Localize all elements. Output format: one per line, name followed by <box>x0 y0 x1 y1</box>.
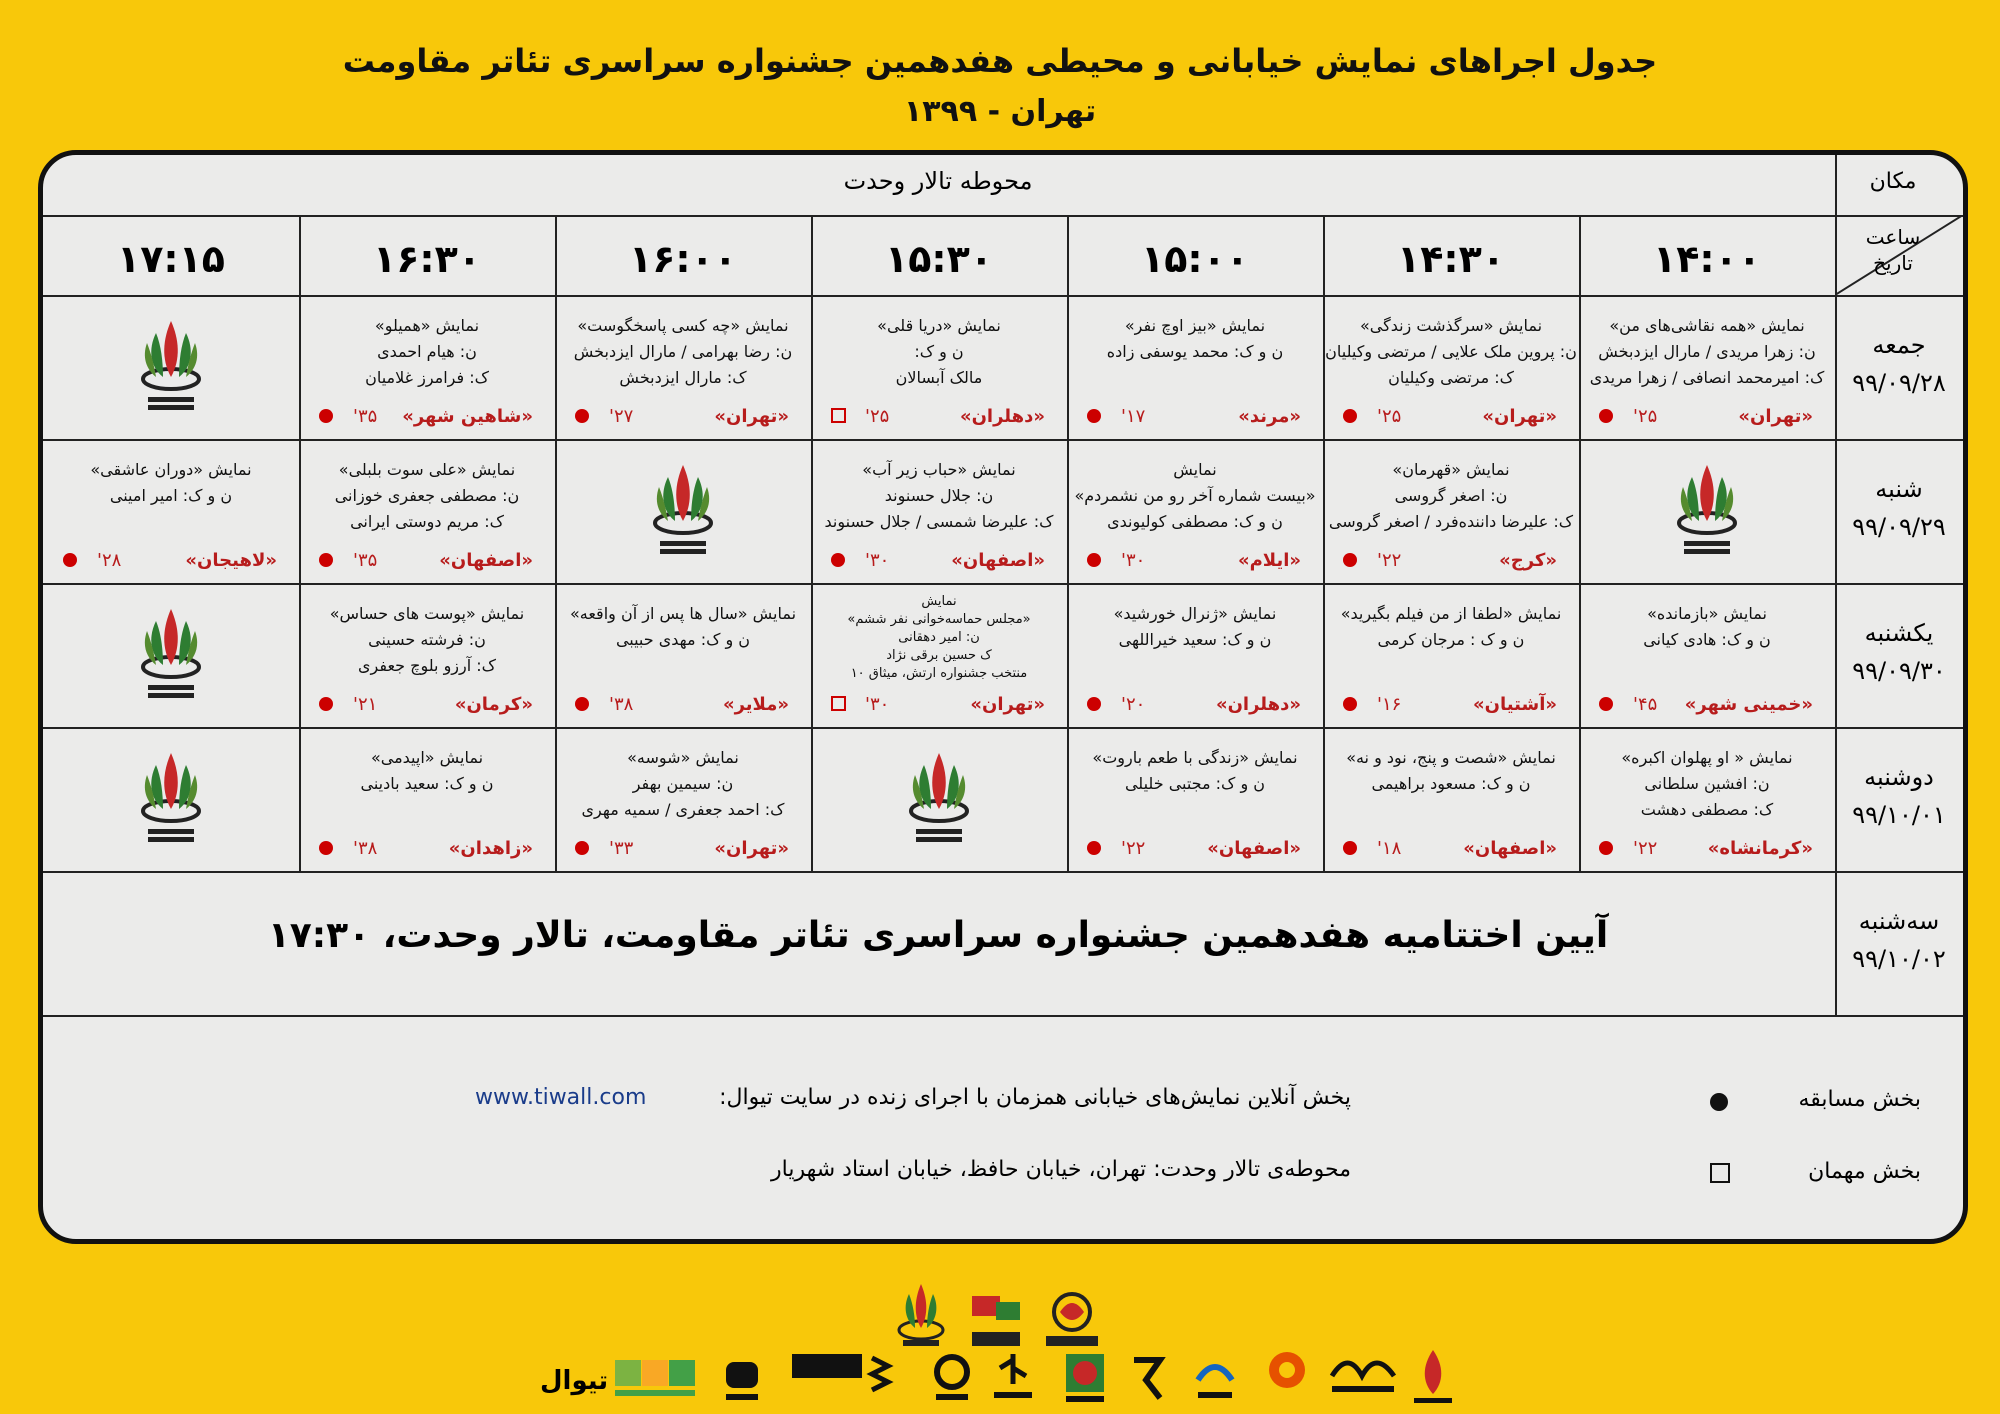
day-name: یکشنبه <box>1864 619 1934 647</box>
performance-cell <box>1323 439 1579 583</box>
calligraphy-logo-icon <box>1040 1288 1104 1352</box>
performance-line: نمایش «بیز اوچ نفر» <box>1124 316 1266 335</box>
flag-logo-icon <box>968 1292 1024 1350</box>
performance-duration: ۱۷' <box>1121 406 1146 427</box>
performance-line: منتخب جشنواره ارتش، میثاق ۱۰ <box>850 666 1028 681</box>
time-slot-header: ۱۶:۰۰ <box>629 237 737 281</box>
performance-details <box>1323 457 1579 535</box>
performance-line: ن: زهرا مریدی / مارال ایزدبخش <box>1598 342 1816 361</box>
performance-line: نمایش «همیلو» <box>374 316 480 335</box>
performance-duration: ۲۱' <box>353 694 378 715</box>
time-slot-header: ۱۷:۱۵ <box>117 237 225 281</box>
performance-line: نمایش «زندگی با طعم باروت» <box>1092 748 1298 767</box>
competition-dot-icon <box>1087 841 1101 855</box>
performance-duration: ۲۸' <box>97 550 122 571</box>
time-label: ساعت <box>1865 225 1921 249</box>
performance-details <box>555 313 811 391</box>
festival-emblem-icon <box>136 317 206 417</box>
performance-duration: ۲۲' <box>1121 838 1146 859</box>
performance-city: «لاهیجان» <box>185 550 277 571</box>
performance-line: ک: فرامرز غلامیان <box>365 368 489 387</box>
performance-duration: ۳۰' <box>1121 550 1146 571</box>
tiwall-link[interactable]: www.tiwall.com <box>475 1085 647 1110</box>
performance-line: ن: مصطفی جعفری خوزانی <box>334 486 520 505</box>
competition-dot-icon <box>575 841 589 855</box>
performance-duration: ۴۵' <box>1633 694 1658 715</box>
performance-city: «تهران» <box>714 406 789 427</box>
venue-address: محوطه‌ی تالار وحدت: تهران، خیابان حافظ، خیابان استاد شهریار <box>771 1157 1351 1182</box>
performance-city: «تهران» <box>970 694 1045 715</box>
performance-duration: ۲۵' <box>1633 406 1658 427</box>
competition-dot-icon <box>575 697 589 711</box>
performance-line: مالک آبسالان <box>895 368 983 387</box>
art-association-logo-icon <box>1264 1346 1310 1406</box>
performance-details <box>811 457 1067 535</box>
performance-line: ن: اصغر گروسی <box>1394 486 1508 505</box>
day-date: ۹۹/۰۹/۲۹ <box>1852 513 1946 541</box>
performance-cell <box>555 295 811 439</box>
performance-line: ک: علیرضا داننده‌فرد / اصغر گروسی <box>1328 512 1574 531</box>
performance-line: ن و ک: <box>914 342 964 361</box>
performance-details <box>1323 601 1579 653</box>
performance-line: ن: رضا بهرامی / مارال ایزدبخش <box>573 342 793 361</box>
performance-details <box>299 601 555 679</box>
competition-dot-icon <box>1087 553 1101 567</box>
performance-city: «اصفهان» <box>951 550 1045 571</box>
grid-line <box>43 1015 1963 1017</box>
performance-cell <box>299 439 555 583</box>
day-name: دوشنبه <box>1864 763 1934 791</box>
performance-cell <box>299 727 555 871</box>
performance-line: نمایش «اپیدمی» <box>370 748 484 767</box>
performance-city: «کرمانشاه» <box>1707 838 1813 859</box>
performance-details <box>1579 601 1835 653</box>
performance-city: «اصفهان» <box>1463 838 1557 859</box>
performance-line: ن: افشین سلطانی <box>1644 774 1770 793</box>
shahrnou-logo-icon <box>792 1354 862 1384</box>
khe-logo-icon <box>1124 1350 1170 1406</box>
performance-cell <box>1067 727 1323 871</box>
festival-emblem-icon <box>1672 461 1742 561</box>
place-name: محوطه تالار وحدت <box>843 167 1033 195</box>
day-label <box>1835 619 1963 685</box>
sarv-logo-icon <box>988 1350 1038 1404</box>
performance-cell <box>555 727 811 871</box>
day-label <box>1835 331 1963 397</box>
performance-details <box>1067 601 1323 653</box>
competition-dot-icon <box>1599 841 1613 855</box>
festival-logo-icon <box>893 1280 949 1348</box>
performance-duration: ۳۸' <box>609 694 634 715</box>
performance-line: «بیست شماره آخر رو من نشمردم» <box>1074 486 1316 505</box>
foundation-logo-icon <box>866 1354 894 1406</box>
legend-guest: بخش مهمان <box>1808 1159 1921 1184</box>
guest-square-icon <box>1710 1163 1730 1183</box>
competition-dot-icon <box>1343 697 1357 711</box>
performance-city: «دهلران» <box>959 406 1045 427</box>
day-name: شنبه <box>1875 475 1923 503</box>
logo-cell <box>811 727 1067 871</box>
performance-duration: ۲۲' <box>1377 550 1402 571</box>
performance-details <box>299 313 555 391</box>
performance-city: «ملایر» <box>722 694 789 715</box>
performance-line: ک: علیرضا شمسی / جلال حسنوند <box>824 512 1054 531</box>
festival-emblem-icon <box>648 461 718 561</box>
performance-details <box>1323 745 1579 797</box>
performance-line: ن: هیام احمدی <box>377 342 477 361</box>
performance-line: ک: مرتضی وکیلیان <box>1388 368 1514 387</box>
day-label <box>1835 907 1963 973</box>
performance-duration: ۲۵' <box>865 406 890 427</box>
guest-square-icon <box>831 696 846 711</box>
performance-city: «تهران» <box>1482 406 1557 427</box>
performance-city: «خمینی شهر» <box>1684 694 1813 715</box>
day-name: سه‌شنبه <box>1858 907 1940 935</box>
performance-line: ن و ک : مرجان کرمی <box>1377 630 1525 649</box>
ministry-emblem-icon <box>1408 1346 1458 1406</box>
performance-line: نمایش «بازمانده» <box>1647 604 1767 623</box>
performance-city: «کرج» <box>1499 550 1557 571</box>
performance-city: «ایلام» <box>1237 550 1301 571</box>
performance-line: ن و ک: مهدی حبیبی <box>615 630 751 649</box>
festival-emblem-icon <box>904 749 974 849</box>
day-label <box>1835 763 1963 829</box>
performance-line: ن و ک: هادی کیانی <box>1643 630 1771 649</box>
performance-details <box>811 313 1067 391</box>
logo-cell <box>43 727 299 871</box>
page-subtitle: تهران - ۱۳۹۹ <box>903 94 1097 129</box>
logo-cell <box>43 583 299 727</box>
logo-cell <box>555 439 811 583</box>
performance-line: نمایش «قهرمان» <box>1392 460 1510 479</box>
haraha-logo-icon <box>1192 1350 1238 1406</box>
performance-line: نمایش « او پهلوان اکبره» <box>1621 748 1793 767</box>
performance-cell <box>1579 295 1835 439</box>
performance-line: ک حسین برقی نژاد <box>886 648 992 663</box>
schedule-panel <box>38 150 1968 1244</box>
performance-line: نمایش <box>921 594 957 609</box>
performance-duration: ۱۸' <box>1377 838 1402 859</box>
competition-dot-icon <box>1710 1093 1728 1111</box>
performance-details <box>1067 745 1323 797</box>
performance-duration: ۲۲' <box>1633 838 1658 859</box>
performance-line: نمایش «ژنرال خورشید» <box>1113 604 1277 623</box>
day-label <box>1835 475 1963 541</box>
time-slot-header: ۱۴:۳۰ <box>1397 237 1505 281</box>
performance-details <box>1067 313 1323 365</box>
performance-cell <box>1067 439 1323 583</box>
performance-line: ک: مارال ایزدبخش <box>619 368 747 387</box>
performance-cell <box>43 439 299 583</box>
performance-line: ن و ک: سعید بادینی <box>360 774 494 793</box>
performance-cell <box>1323 295 1579 439</box>
performance-duration: ۲۷' <box>609 406 634 427</box>
day-date: ۹۹/۰۹/۲۸ <box>1852 369 1946 397</box>
marcopolo-logo-icon <box>615 1360 695 1400</box>
performance-duration: ۳۳' <box>609 838 634 859</box>
day-name: جمعه <box>1872 331 1926 359</box>
performance-details <box>811 593 1067 683</box>
performance-duration: ۲۵' <box>1377 406 1402 427</box>
competition-dot-icon <box>1599 409 1613 423</box>
performance-line: ن: فرشته حسینی <box>368 630 486 649</box>
legend-competition: بخش مسابقه <box>1798 1087 1921 1112</box>
performance-line: نمایش <box>1173 460 1217 479</box>
performance-line: ن: جلال حسنوند <box>884 486 994 505</box>
performance-details <box>1579 745 1835 823</box>
performance-cell <box>555 583 811 727</box>
performance-details <box>555 745 811 823</box>
competition-dot-icon <box>63 553 77 567</box>
theater-mask-logo-icon <box>722 1360 762 1404</box>
performance-cell <box>1323 727 1579 871</box>
grid-line <box>43 871 1963 873</box>
performance-line: ک: آرزو بلوچ جعفری <box>358 656 496 675</box>
performance-cell <box>1579 727 1835 871</box>
closing-ceremony: آیین اختتامیه هفدهمین جشنواره سراسری تئاتر مقاومت، تالار وحدت، ۱۷:۳۰ <box>267 915 1609 956</box>
sponsor-logos <box>0 1280 2000 1410</box>
grid-line <box>43 215 1963 217</box>
performance-line: نمایش «حباب زیر آب» <box>862 460 1016 479</box>
army-logo-icon <box>1062 1350 1108 1406</box>
time-slot-header: ۱۵:۰۰ <box>1141 237 1249 281</box>
page-title: جدول اجراهای نمایش خیابانی و محیطی هفدهمین جشنواره سراسری تئاتر مقاومت <box>342 42 1658 80</box>
performance-line: ن و ک: محمد یوسفی زاده <box>1106 342 1284 361</box>
performance-line: نمایش «دریا قلی» <box>877 316 1001 335</box>
performance-duration: ۳۰' <box>865 694 890 715</box>
competition-dot-icon <box>319 841 333 855</box>
place-label: مکان <box>1869 169 1917 194</box>
performance-details <box>1323 313 1579 391</box>
performance-city: «اصفهان» <box>1207 838 1301 859</box>
performance-cell <box>811 295 1067 439</box>
performance-line: ن و ک: امیر امینی <box>109 486 233 505</box>
competition-dot-icon <box>1087 697 1101 711</box>
performance-duration: ۱۶' <box>1377 694 1402 715</box>
performance-line: ن: پروین ملک علایی / مرتضی وکیلیان <box>1325 342 1577 361</box>
performance-city: «زاهدان» <box>448 838 533 859</box>
competition-dot-icon <box>319 553 333 567</box>
performance-duration: ۳۵' <box>353 550 378 571</box>
performance-cell <box>811 439 1067 583</box>
time-slot-header: ۱۵:۳۰ <box>885 237 993 281</box>
performance-details <box>555 601 811 653</box>
performance-cell <box>1067 295 1323 439</box>
performance-details <box>299 457 555 535</box>
performance-city: «شاهین شهر» <box>402 406 533 427</box>
performance-city: «اصفهان» <box>439 550 533 571</box>
performance-line: نمایش «همه نقاشی‌های من» <box>1609 316 1805 335</box>
competition-dot-icon <box>1087 409 1101 423</box>
competition-dot-icon <box>1343 409 1357 423</box>
day-date: ۹۹/۱۰/۰۲ <box>1852 945 1946 973</box>
performance-city: «تهران» <box>1738 406 1813 427</box>
performance-line: ک: احمد جعفری / سمیه مهری <box>581 800 785 819</box>
performance-cell <box>1067 583 1323 727</box>
performance-line: نمایش «پوست های حساس» <box>329 604 525 623</box>
performance-cell <box>811 583 1067 727</box>
performance-line: نمایش «شصت و پنج، نود و نه» <box>1346 748 1556 767</box>
performance-line: ن: سیمین بهفر <box>632 774 734 793</box>
performance-line: نمایش «علی سوت بلبلی» <box>338 460 516 479</box>
performance-line: نمایش «سرگذشت زندگی» <box>1359 316 1543 335</box>
performance-line: نمایش «چه کسی پاسخگوست» <box>577 316 789 335</box>
day-date: ۹۹/۱۰/۰۱ <box>1852 801 1946 829</box>
performance-line: ن: امیر دهقانی <box>898 630 980 645</box>
theater-shahr-logo-icon <box>932 1354 972 1404</box>
online-broadcast-text: پخش آنلاین نمایش‌های خیابانی همزمان با اجرای زنده در سایت تیوال: <box>719 1085 1351 1110</box>
performance-city: «آشتیان» <box>1473 694 1557 715</box>
performance-duration: ۳۸' <box>353 838 378 859</box>
festival-emblem-icon <box>136 605 206 705</box>
performance-line: ک: مریم دوستی ایرانی <box>350 512 504 531</box>
day-date: ۹۹/۰۹/۳۰ <box>1852 657 1946 685</box>
performance-city: «تهران» <box>714 838 789 859</box>
logo-cell <box>43 295 299 439</box>
performance-line: ک: امیرمحمد انصافی / زهرا مریدی <box>1589 368 1825 387</box>
islamic-art-logo-icon <box>1328 1346 1398 1402</box>
performance-city: «مرند» <box>1238 406 1301 427</box>
performance-duration: ۲۰' <box>1121 694 1146 715</box>
festival-emblem-icon <box>136 749 206 849</box>
performance-cell <box>1579 583 1835 727</box>
competition-dot-icon <box>1343 841 1357 855</box>
logo-cell <box>1579 439 1835 583</box>
performance-details <box>43 457 299 509</box>
performance-details <box>1579 313 1835 391</box>
performance-line: نمایش «لطفا از من فیلم بگیرید» <box>1340 604 1562 623</box>
competition-dot-icon <box>1343 553 1357 567</box>
performance-line: ن و ک: سعید خیراللهی <box>1118 630 1272 649</box>
competition-dot-icon <box>319 697 333 711</box>
performance-details <box>299 745 555 797</box>
performance-line: نمایش «شوسه» <box>627 748 739 767</box>
performance-cell <box>1323 583 1579 727</box>
competition-dot-icon <box>575 409 589 423</box>
competition-dot-icon <box>1599 697 1613 711</box>
competition-dot-icon <box>319 409 333 423</box>
competition-dot-icon <box>831 553 845 567</box>
performance-line: ن و ک: مصطفی کولیوندی <box>1107 512 1283 531</box>
performance-line: ک: مصطفی دهشت <box>1640 800 1774 819</box>
performance-duration: ۳۵' <box>353 406 378 427</box>
performance-cell <box>299 583 555 727</box>
time-slot-header: ۱۴:۰۰ <box>1653 237 1761 281</box>
performance-duration: ۳۰' <box>865 550 890 571</box>
performance-line: «مجلس حماسه‌خوانی نفر ششم» <box>847 612 1031 627</box>
performance-cell <box>299 295 555 439</box>
performance-line: نمایش «دوران عاشقی» <box>90 460 252 479</box>
performance-city: «کرمان» <box>454 694 533 715</box>
performance-line: ن و ک: مسعود براهیمی <box>1371 774 1531 793</box>
guest-square-icon <box>831 408 846 423</box>
time-slot-header: ۱۶:۳۰ <box>373 237 481 281</box>
tiwall-logo: تیوال <box>540 1366 609 1396</box>
performance-city: «دهلران» <box>1215 694 1301 715</box>
date-label: تاریخ <box>1873 251 1913 275</box>
performance-details <box>1067 457 1323 535</box>
performance-line: ن و ک: مجتبی خلیلی <box>1124 774 1266 793</box>
performance-line: نمایش «سال ها پس از آن واقعه» <box>569 604 797 623</box>
